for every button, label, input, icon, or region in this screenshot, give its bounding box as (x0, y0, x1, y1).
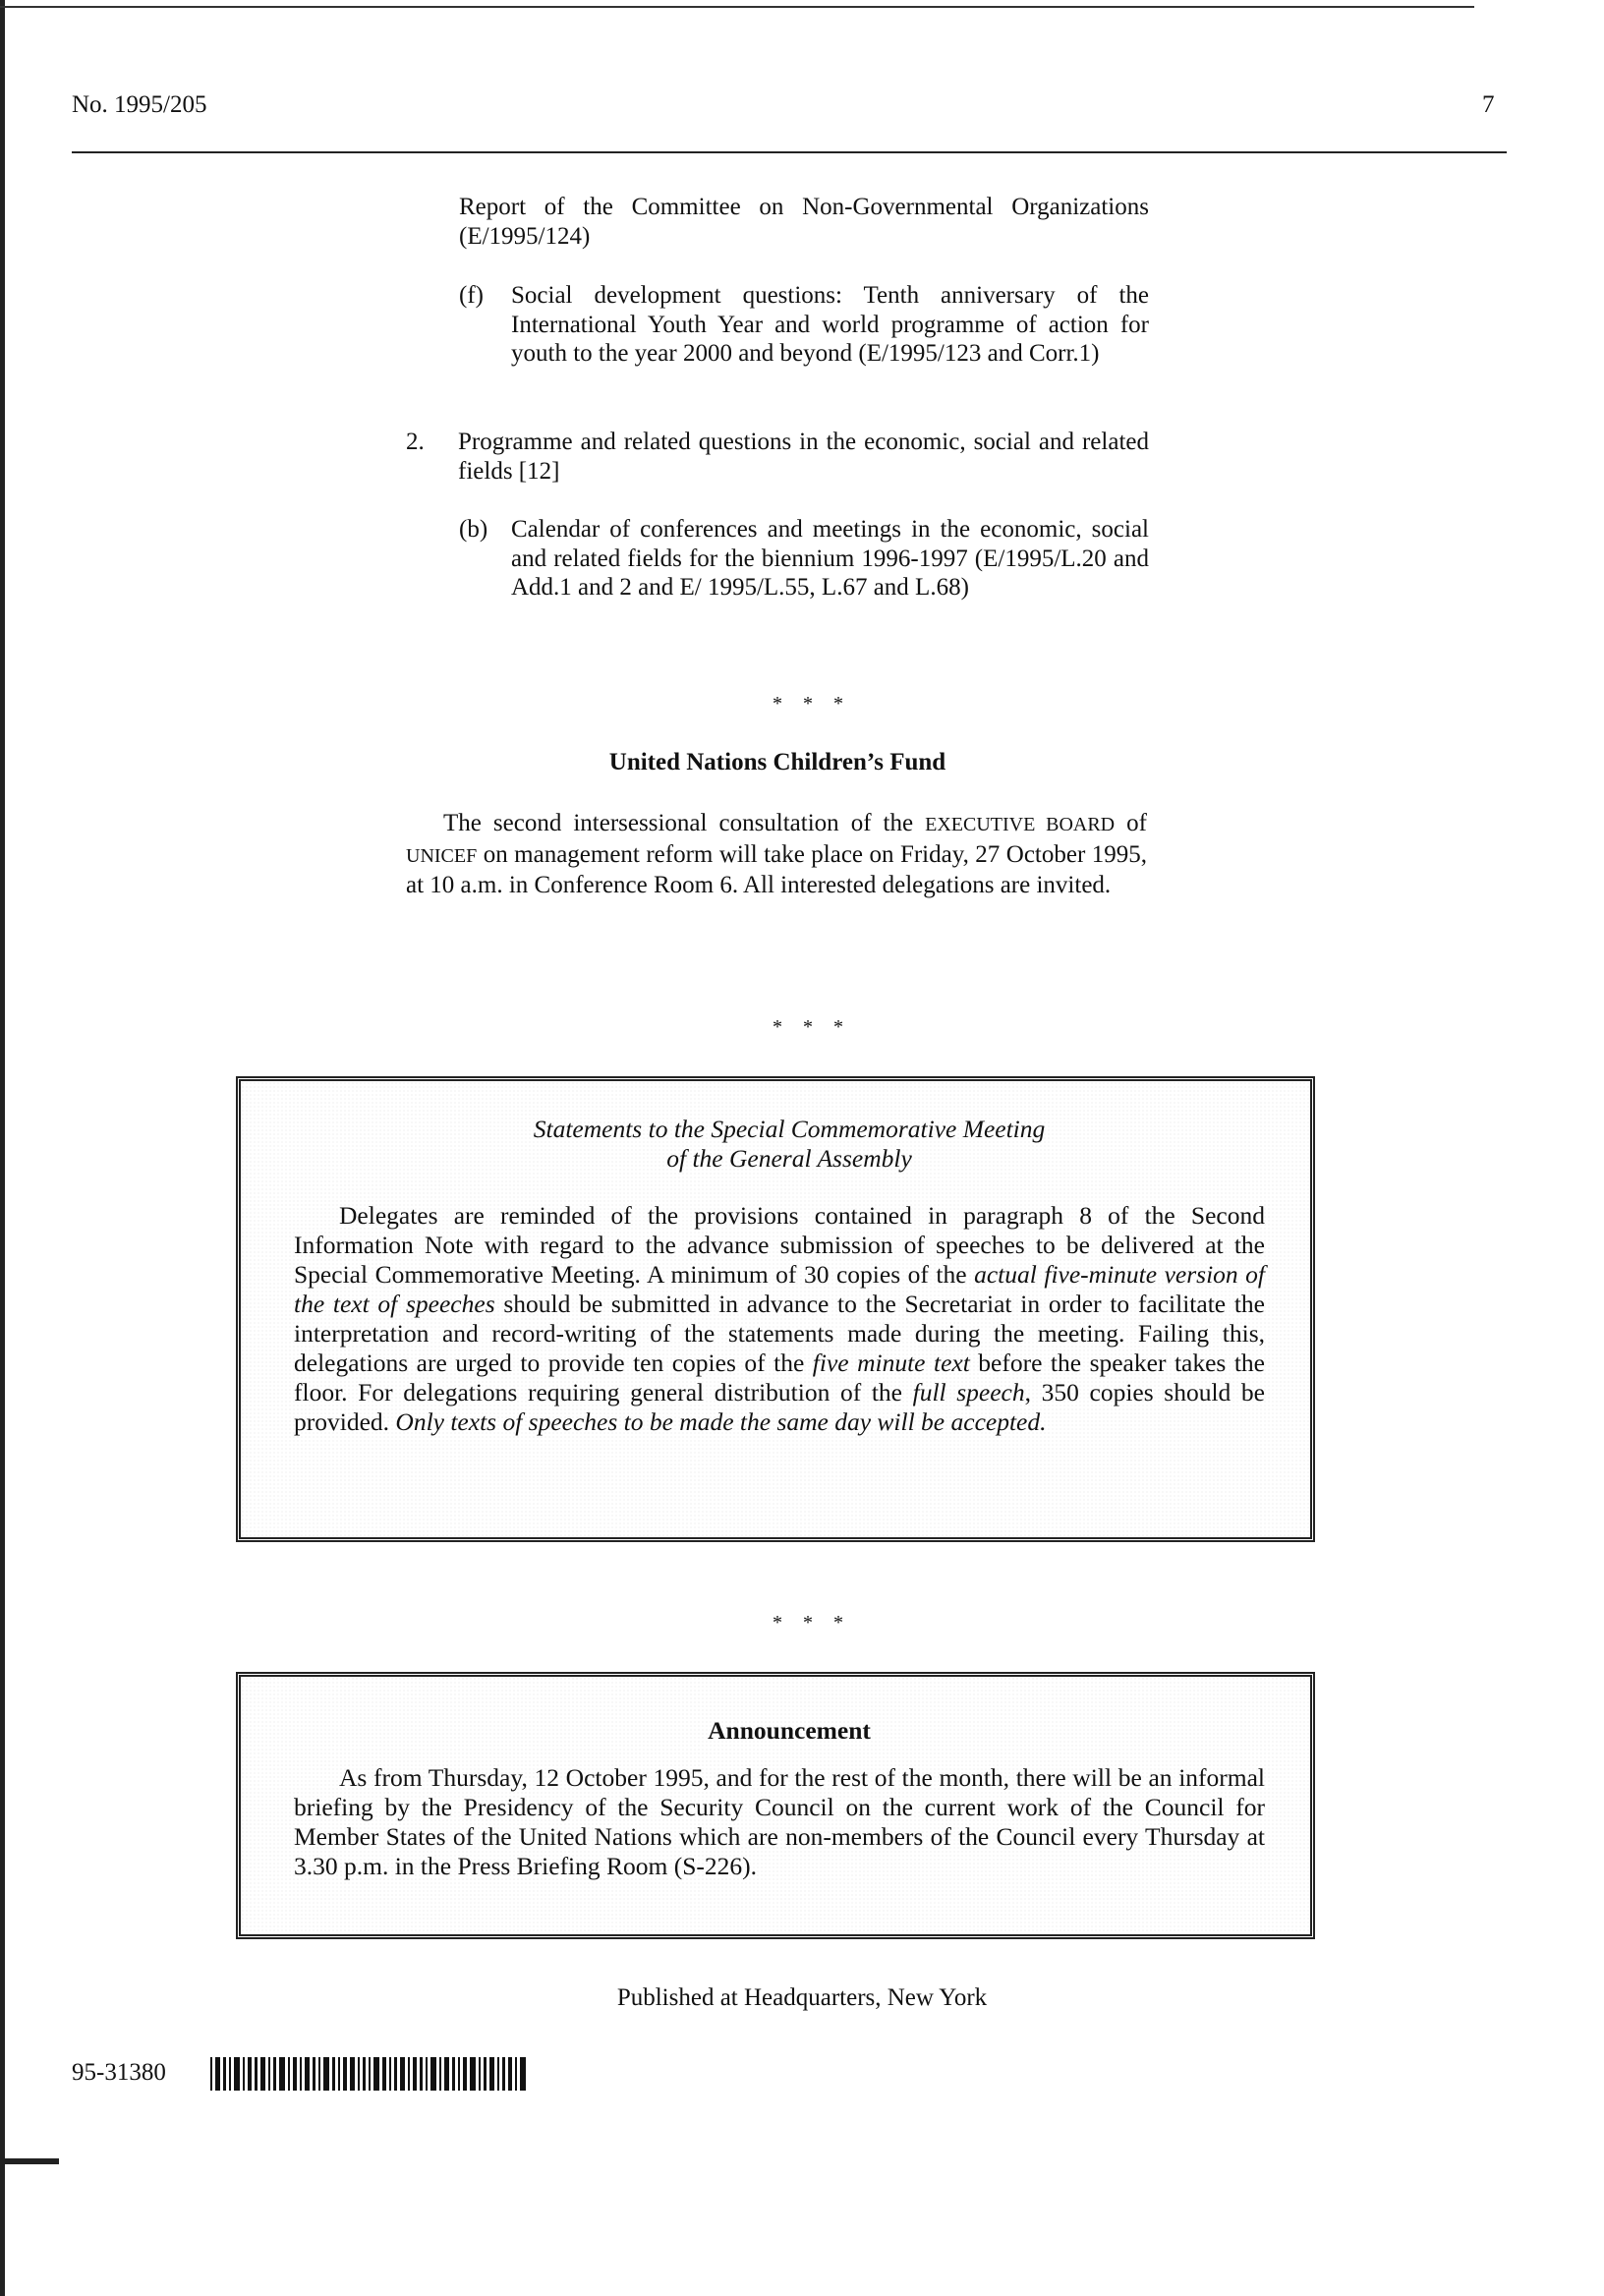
announcement-box (236, 1672, 1315, 1939)
item-text: Programme and related questions in the economic, social and related fields [12] (458, 429, 1149, 485)
barcode-bar (255, 2057, 258, 2091)
barcode-bar (243, 2057, 245, 2091)
barcode-bar (382, 2057, 386, 2091)
barcode-bar (260, 2057, 265, 2091)
barcode-bar (273, 2057, 276, 2091)
announcement-text: As from Thursday, 12 October 1995, and for the rest of the month, there will be an informal briefing by the Presidency of the Security Council on the current work of the Council for Member States of the United Nations which are non-members of the Council every Thursday at 3.30 p.m. in the Press Briefing Room (S-226). (294, 1763, 1265, 1880)
barcode-bar (300, 2057, 302, 2091)
barcode-bar (426, 2057, 428, 2091)
agenda-item-b (459, 515, 1149, 603)
separator: * * * (773, 693, 851, 715)
barcode-bar (229, 2057, 231, 2091)
barcode-bar (394, 2057, 397, 2091)
barcode-bar (288, 2057, 290, 2091)
barcode-bar (508, 2057, 512, 2091)
barcode-bar (408, 2057, 410, 2091)
barcode-bar (497, 2057, 499, 2091)
barcode-bar (458, 2057, 460, 2091)
barcode-bar (479, 2057, 481, 2091)
page-number: 7 (1482, 91, 1495, 118)
barcode-bar (389, 2057, 391, 2091)
barcode-bar (313, 2057, 315, 2091)
barcode-bar (373, 2057, 379, 2091)
document-code: 95-31380 (72, 2059, 166, 2086)
unicef-heading: United Nations Children’s Fund (608, 749, 946, 775)
barcode-bar (305, 2057, 310, 2091)
barcode-bar (268, 2057, 270, 2091)
item-label: (f) (459, 282, 484, 309)
barcode-bar (400, 2057, 405, 2091)
barcode-bar (463, 2057, 467, 2091)
barcode-bar (223, 2057, 226, 2091)
barcode-bar (210, 2057, 212, 2091)
scan-top-line (0, 6, 1474, 8)
announcement-heading: Announcement (708, 1716, 871, 1745)
barcode-bar (318, 2057, 320, 2091)
barcode-bar (350, 2057, 355, 2091)
barcode-bar (520, 2057, 526, 2091)
barcode-bar (338, 2057, 340, 2091)
barcode-bar (279, 2057, 285, 2091)
scan-corner-mark (0, 2158, 59, 2164)
agenda-report: Report of the Committee on Non-Governmental Organizations (E/1995/124) (459, 194, 1149, 250)
document-number: No. 1995/205 (72, 91, 207, 118)
barcode-bar (484, 2057, 487, 2091)
separator: * * * (773, 1016, 851, 1038)
barcode-bar (502, 2057, 505, 2091)
barcode-bar (420, 2057, 423, 2091)
barcode-bar (439, 2057, 441, 2091)
barcode-bar (452, 2057, 455, 2091)
barcode-bar (215, 2057, 220, 2091)
statements-paragraph: Delegates are reminded of the provisions contained in paragraph 8 of the Second Information Note with regard to the advance submission of speeches to be delivered at the Special Commemorative Meeting. A minimum of 30 copies of the actual five-minute version of the text of speeches should be submitted in advance to the Secretariat in order to facilitate the interpretation and record-writing of the statements made during the meeting. Failing this, delegations are urged to provide ten copies of the five minute text before the speaker takes the floor. For delegations requiring general distribution of the full speech, 350 copies should be provided. Only texts of speeches to be made the same day will be accepted. (294, 1201, 1266, 1436)
barcode-bar (358, 2057, 360, 2091)
barcode-bar (489, 2057, 494, 2091)
item-label: 2. (406, 429, 425, 455)
barcode-bar (323, 2057, 329, 2091)
barcode (210, 2057, 590, 2091)
scan-edge (0, 0, 5, 2296)
barcode-bar (332, 2057, 335, 2091)
item-text: Social development questions: Tenth anniversary of the International Youth Year and world programme of action for youth to the year 2000 and beyond (E/1995/123 and Corr.1) (511, 282, 1149, 367)
barcode-bar (293, 2057, 297, 2091)
published-note: Published at Headquarters, New York (616, 1984, 988, 2011)
agenda-item-f (459, 281, 1149, 369)
barcode-bar (248, 2057, 252, 2091)
barcode-bar (444, 2057, 449, 2091)
agenda-item-2 (406, 428, 1149, 486)
barcode-bar (369, 2057, 371, 2091)
barcode-bar (470, 2057, 476, 2091)
barcode-bar (234, 2057, 240, 2091)
barcode-bar (363, 2057, 366, 2091)
item-label: (b) (459, 516, 488, 543)
header-rule (72, 151, 1507, 153)
barcode-bar (515, 2057, 517, 2091)
barcode-bar (413, 2057, 417, 2091)
barcode-bar (430, 2057, 436, 2091)
statements-box (236, 1076, 1315, 1542)
barcode-bar (343, 2057, 347, 2091)
statements-title: Statements to the Special Commemorative Meeting of the General Assembly (533, 1115, 1046, 1173)
item-text: Calendar of conferences and meetings in the economic, social and related fields for the biennium 1996-1997 (E/1995/L.20 and Add.1 and 2 and E/ 1995/L.55, L.67 and L.68) (511, 516, 1149, 601)
separator: * * * (773, 1612, 851, 1634)
unicef-paragraph: The second intersessional consultation of the EXECUTIVE BOARD of UNICEF on management reform will take place on Friday, 27 October 1995, at 10 a.m. in Conference Room 6. All interested delegations are invited. (406, 810, 1147, 898)
